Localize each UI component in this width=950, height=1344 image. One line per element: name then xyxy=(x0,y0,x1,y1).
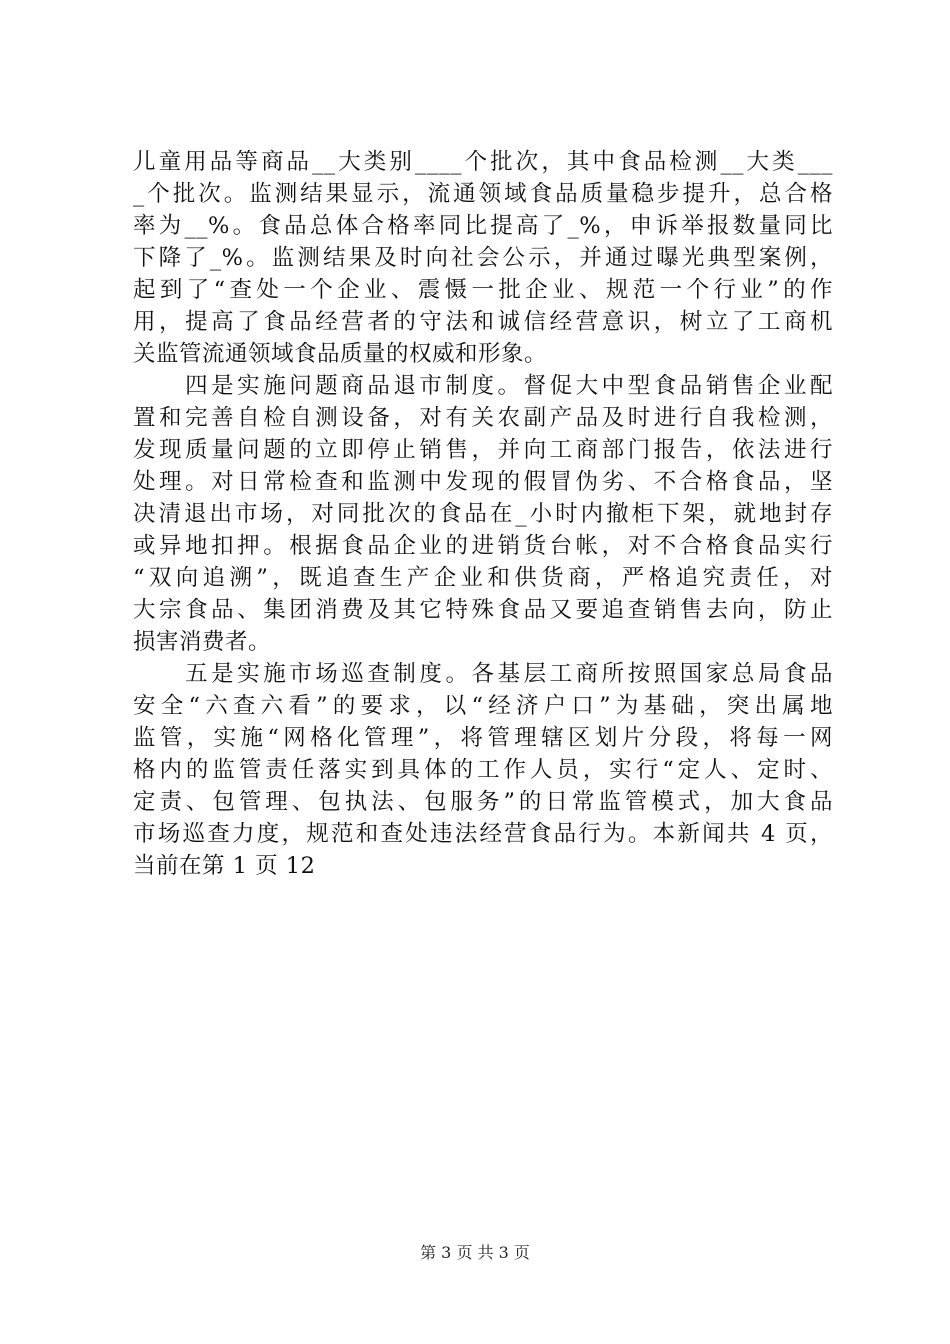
text-line: 处理。对日常检查和监测中发现的假冒伪劣、不合格食品，坚 xyxy=(133,469,833,495)
text-line: 下降了_%。监测结果及时向社会公示，并通过曝光典型案例， xyxy=(133,245,833,271)
text-line: 决清退出市场，对同批次的食品在_小时内撤柜下架，就地封存 xyxy=(133,501,833,527)
text-line: “双向追溯”，既追查生产企业和供货商，严格追究责任，对 xyxy=(133,565,833,591)
text-line: 监管，实施“网格化管理”，将管理辖区划片分段，将每一网 xyxy=(133,725,833,751)
text-line: 损害消费者。 xyxy=(133,629,272,655)
text-line: 大宗食品、集团消费及其它特殊食品又要追查销售去向，防止 xyxy=(133,597,833,623)
text-line: 当前在第 1 页 12 xyxy=(133,853,316,879)
body-text xyxy=(133,146,833,882)
text-line: 关监管流通领域食品质量的权威和形象。 xyxy=(133,341,548,367)
text-line: 儿童用品等商品__大类别____个批次，其中食品检测__大类___ xyxy=(133,149,833,175)
text-line: 四是实施问题商品退市制度。督促大中型食品销售企业配 xyxy=(133,373,833,399)
text-line: 定责、包管理、包执法、包服务”的日常监管模式，加大食品 xyxy=(133,789,833,815)
text-line: 市场巡查力度，规范和查处违法经营食品行为。本新闻共 4 页， xyxy=(133,821,833,847)
text-line: 格内的监管责任落实到具体的工作人员，实行“定人、定时、 xyxy=(133,757,833,783)
text-line: 率为__%。食品总体合格率同比提高了_%，申诉举报数量同比 xyxy=(133,213,833,239)
text-line: 置和完善自检自测设备，对有关农副产品及时进行自我检测， xyxy=(133,405,833,431)
text-line: 五是实施市场巡查制度。各基层工商所按照国家总局食品 xyxy=(133,661,833,687)
text-line: 或异地扣押。根据食品企业的进销货台帐，对不合格食品实行 xyxy=(133,533,833,559)
text-line: 起到了“查处一个企业、震慑一批企业、规范一个行业”的作 xyxy=(133,277,833,303)
text-line: 用，提高了食品经营者的守法和诚信经营意识，树立了工商机 xyxy=(133,309,833,335)
text-line: 安全“六查六看”的要求，以“经济户口”为基础，突出属地 xyxy=(133,693,833,719)
page-footer: 第 3 页 共 3 页 xyxy=(420,1243,530,1262)
text-line: _个批次。监测结果显示，流通领域食品质量稳步提升，总合格 xyxy=(133,181,833,207)
text-line: 发现质量问题的立即停止销售，并向工商部门报告，依法进行 xyxy=(133,437,833,463)
